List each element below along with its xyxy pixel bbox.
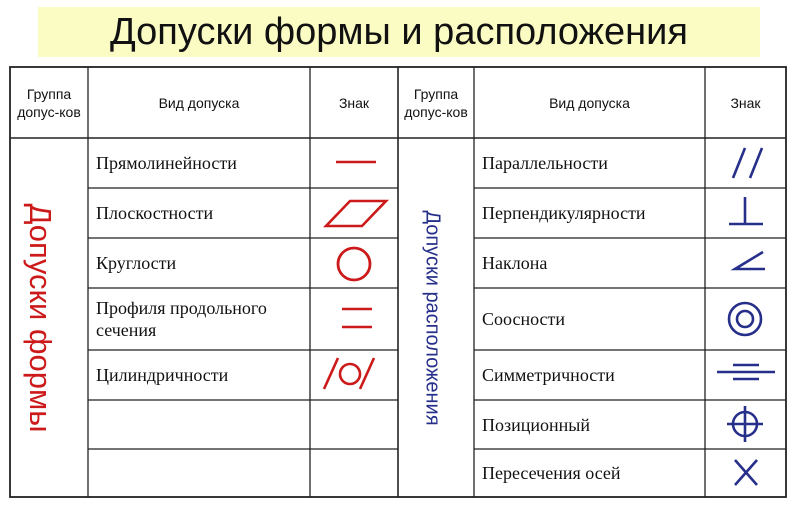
location-row-label: Позиционный: [482, 414, 590, 435]
page-title: Допуски формы и расположения: [110, 11, 688, 53]
angularity-icon: [705, 238, 786, 288]
form-row-label: Плоскостности: [96, 203, 214, 223]
perpendicularity-icon: [705, 188, 786, 238]
flatness-icon: [310, 188, 398, 238]
group-label-location: Допуски расположения: [421, 210, 444, 426]
form-row-label: Прямолинейности: [96, 153, 237, 173]
location-row-label: Симметричности: [482, 365, 615, 385]
form-row-label: Профиля продольного сечения: [96, 298, 267, 340]
position-icon: [705, 400, 786, 449]
group-label-form: Допуски формы: [23, 203, 58, 433]
header-sign-left: Знак: [338, 94, 370, 111]
form-row-label: Круглости: [96, 253, 177, 273]
location-row-label: Наклона: [482, 253, 548, 273]
location-row-label: Пересечения осей: [482, 463, 621, 483]
header-sign-right: Знак: [730, 94, 761, 111]
cylindricity-icon: [310, 350, 398, 400]
header-kind-left: Вид допуска: [158, 94, 240, 111]
parallelism-icon: [705, 138, 786, 188]
location-row-label: Соосности: [482, 309, 566, 329]
concentricity-icon: [705, 288, 786, 350]
form-row-empty: [96, 400, 308, 449]
location-row-label: Перпендикулярности: [482, 203, 646, 223]
header-group-right: Группа допус-ков: [404, 85, 468, 120]
roundness-icon: [310, 238, 398, 288]
axis-intersection-icon: [705, 449, 786, 497]
straightness-icon: [310, 138, 398, 188]
form-row-empty: [96, 449, 308, 497]
symmetry-icon: [705, 350, 786, 400]
header-kind-right: Вид допуска: [549, 94, 630, 111]
location-row-label: Параллельности: [482, 153, 608, 173]
form-row-label: Цилиндричности: [96, 365, 229, 385]
header-group-left: Группа допус-ков: [17, 85, 81, 120]
longitudinal-profile-icon: [310, 288, 398, 350]
